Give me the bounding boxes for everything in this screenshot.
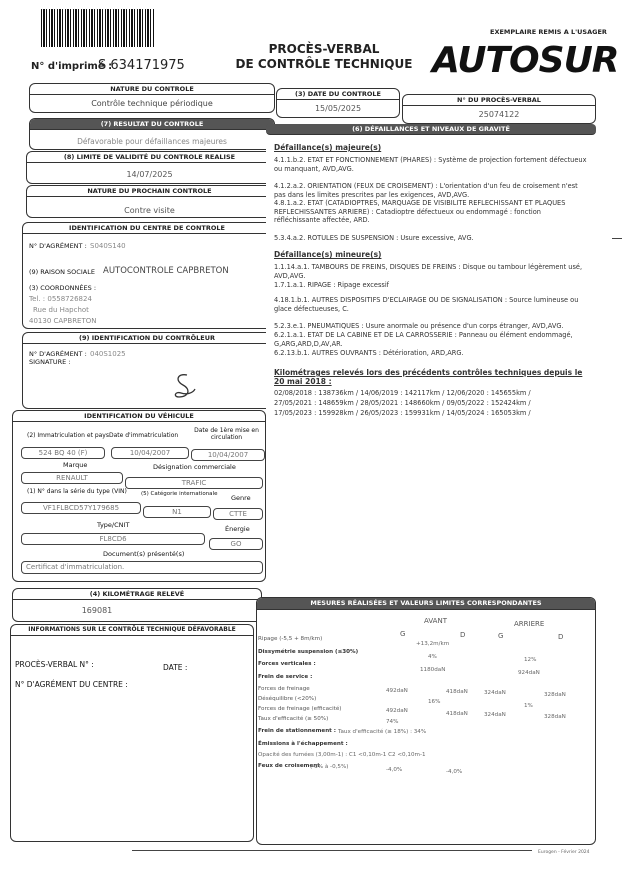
dissym-ar: 12% bbox=[524, 657, 537, 663]
km-title: Kilométrages relevés lors des précédents contrôles techniques depuis le 20 mai 2018 : bbox=[274, 368, 583, 386]
croisement-g: -4,0% bbox=[386, 767, 403, 773]
categorie-label: (5) Catégorie internationale bbox=[141, 491, 218, 497]
controleur-header: (9) IDENTIFICATION DU CONTRÔLEUR bbox=[23, 333, 271, 344]
mesures-header: MESURES RÉALISÉES ET VALEURS LIMITES CORRESPONDANTES bbox=[257, 598, 595, 610]
nature-header: NATURE DU CONTROLE bbox=[30, 84, 274, 95]
mineures-title: Défaillance(s) mineure(s) bbox=[274, 250, 382, 259]
print-number-label: N° d'imprimé : bbox=[31, 61, 113, 72]
genre-label: Genre bbox=[231, 494, 251, 502]
arriere-label: ARRIERE bbox=[514, 620, 545, 628]
prochain-header: NATURE DU PROCHAIN CONTROLE bbox=[27, 186, 272, 197]
marque-field: RENAULT bbox=[21, 472, 123, 484]
kilometrage-value: 169081 bbox=[81, 606, 113, 615]
mineure-item: 1.7.1.a.1. RIPAGE : Ripage excessif bbox=[274, 281, 389, 289]
controleur-box bbox=[22, 332, 272, 409]
taux-label: Taux d'efficacité (≥ 50%) bbox=[258, 716, 329, 722]
vin-label: (1) N° dans la série du type (VIN) bbox=[27, 488, 127, 495]
centre-agrement-value: S040S140 bbox=[90, 242, 126, 250]
majeures-title: Défaillance(s) majeure(s) bbox=[274, 143, 382, 152]
nature-box bbox=[29, 83, 275, 113]
defavorable-box bbox=[10, 624, 254, 842]
dissym-value: 4% bbox=[428, 654, 437, 660]
limite-value: 14/07/2025 bbox=[126, 170, 173, 179]
centre-box bbox=[22, 222, 272, 329]
fe-arg: 324daN bbox=[484, 712, 506, 718]
date-circ-label: Date de 1ère mise en circulation bbox=[194, 427, 259, 441]
centre-agrement-label: N° D'AGRÉMENT : bbox=[29, 242, 87, 250]
genre-field: CTTE bbox=[213, 508, 263, 520]
date-circ-field: 10/04/2007 bbox=[191, 449, 265, 461]
croisement-d: -4,0% bbox=[446, 769, 463, 775]
defavorable-date-label: DATE : bbox=[163, 663, 188, 672]
mineure-item: 6.2.1.a.1. ETAT DE LA CABINE ET DE LA CARROSSERIE : Panneau ou élément endommagé, G,ARG,ARD,D,AV,AR. bbox=[274, 331, 573, 348]
marque-label: Marque bbox=[63, 461, 88, 469]
stationnement-label: Frein de stationnement : bbox=[258, 728, 337, 734]
date-controle-value: 15/05/2025 bbox=[314, 104, 362, 113]
deseq-ar: 1% bbox=[524, 703, 533, 709]
copy-label: EXEMPLAIRE REMIS A L'USAGER bbox=[490, 28, 607, 36]
energie-field: GO bbox=[209, 538, 263, 550]
designation-label: Désignation commerciale bbox=[153, 463, 236, 471]
print-number: S 634171975 bbox=[98, 58, 185, 73]
limite-header: (8) LIMITE DE VALIDITÉ DU CONTROLE REALISE bbox=[27, 152, 272, 163]
prochain-value: Contre visite bbox=[124, 206, 175, 215]
centre-ville: 40130 CAPBRETON bbox=[29, 317, 97, 325]
resultat-header: (7) RESULTAT DU CONTROLE bbox=[30, 119, 274, 130]
controleur-agrement-label: N° D'AGRÉMENT : bbox=[29, 350, 87, 358]
pv-number-header: N° DU PROCÈS-VERBAL bbox=[403, 95, 595, 106]
vin-field: VF1FLBCD57Y179685 bbox=[21, 502, 141, 514]
km-line: 02/08/2018 : 138736km / 14/06/2019 : 142117km / 12/06/2020 : 145655km / bbox=[274, 389, 531, 397]
forces-avant: 1180daN bbox=[420, 667, 446, 673]
forces-ar: 924daN bbox=[518, 670, 540, 676]
prochain-box bbox=[26, 185, 273, 218]
forces-eff-label: Forces de freinage (efficacité) bbox=[258, 706, 342, 712]
pv-number-value: 25074122 bbox=[478, 110, 520, 119]
doc-title-2: DE CONTRÔLE TECHNIQUE bbox=[235, 57, 413, 71]
ff-avd: 418daN bbox=[446, 689, 468, 695]
immat-label: (2) Immatriculation et pays bbox=[27, 432, 109, 439]
kilometrage-header: (4) KILOMÉTRAGE RELEVÉ bbox=[13, 589, 261, 600]
controleur-agrement-value: 040S1025 bbox=[90, 350, 126, 358]
mineure-item: 6.2.13.b.1. AUTRES OUVRANTS : Détérioration, ARD,ARG. bbox=[274, 349, 464, 357]
arriere-g: G bbox=[498, 632, 504, 640]
croisement-label: Feux de croisement bbox=[258, 763, 320, 769]
resultat-value: Défavorable pour défaillances majeures bbox=[77, 137, 227, 146]
ripage-label: Ripage (-5,5 + 8m/km) bbox=[258, 636, 323, 642]
majeure-item: 5.3.4.a.2. ROTULES DE SUSPENSION : Usure excessive, AVG. bbox=[274, 234, 474, 242]
taux-value: 74% bbox=[386, 719, 399, 725]
margin-crosshair bbox=[612, 238, 622, 239]
signature-mark bbox=[163, 371, 203, 403]
opacite-value: Opacité des fumées (3,00m-1) : C1 <0,10m-1 C2 <0,10m-1 bbox=[258, 752, 426, 758]
km-line: 27/05/2021 : 148659km / 28/05/2021 : 148660km / 09/05/2022 : 152424km / bbox=[274, 399, 531, 407]
type-label: Type/CNIT bbox=[97, 521, 130, 529]
categorie-field: N1 bbox=[143, 506, 211, 518]
designation-field: TRAFIC bbox=[125, 477, 263, 489]
centre-raison-label: (9) RAISON SOCIALE bbox=[29, 268, 95, 276]
resultat-box bbox=[29, 118, 275, 150]
mineure-item: 1.1.14.a.1. TAMBOURS DE FREINS, DISQUES DE FREINS : Disque ou tambour légèrement usé, AVD,AVG. bbox=[274, 263, 583, 280]
centre-coord-label: (3) COORDONNÉES : bbox=[29, 284, 97, 292]
ff-ard: 328daN bbox=[544, 692, 566, 698]
defaillances-header: (6) DÉFAILLANCES ET NIVEAUX DE GRAVITÉ bbox=[266, 124, 596, 135]
fe-avg: 492daN bbox=[386, 708, 408, 714]
limite-box bbox=[26, 151, 273, 184]
kilometrage-box bbox=[12, 588, 262, 622]
centre-raison-value: AUTOCONTROLE CAPBRETON bbox=[103, 266, 229, 276]
majeure-item: 4.8.1.a.2. ETAT (CATADIOPTRES, MARQUAGE DE VISIBILITE REFLECHISSANT ET PLAQUES REFLECHISSANTES ARRIERE) : Catadioptre défectueux ou endommagé : fonction réfléchissante affectée, ARD. bbox=[274, 199, 566, 225]
footer-note: Eurogen - Février 2024 bbox=[538, 850, 590, 855]
date-immat-label: Date d'immatriculation bbox=[109, 432, 179, 439]
forces-label: Forces verticales : bbox=[258, 661, 316, 667]
mineure-item: 5.2.3.e.1. PNEUMATIQUES : Usure anormale ou présence d'un corps étranger, AVD,AVG. bbox=[274, 322, 564, 330]
croisement-range: (-3% à -0,5%) bbox=[310, 764, 349, 770]
date-controle-box bbox=[276, 88, 400, 118]
vehicule-box bbox=[12, 410, 266, 582]
ripage-value: +13,2m/km bbox=[416, 641, 450, 647]
stationnement-value: Taux d'efficacité (≥ 18%) : 34% bbox=[338, 729, 427, 735]
date-immat-field: 10/04/2007 bbox=[111, 447, 189, 459]
barcode bbox=[41, 9, 154, 47]
emissions-label: Émissions à l'échappement : bbox=[258, 741, 348, 747]
defavorable-pv-label: PROCÈS-VERBAL N° : bbox=[15, 660, 94, 669]
centre-header: IDENTIFICATION DU CENTRE DE CONTROLE bbox=[23, 223, 271, 234]
ff-arg: 324daN bbox=[484, 690, 506, 696]
centre-rue: Rue du Hapchot bbox=[33, 306, 89, 314]
immat-field: 524 BQ 40 (F) bbox=[21, 447, 105, 459]
doc-title-1: PROCÈS-VERBAL bbox=[268, 42, 380, 56]
forces-freinage-label: Forces de freinage bbox=[258, 686, 310, 692]
centre-tel: Tel. : 0558726824 bbox=[29, 295, 92, 303]
arriere-d: D bbox=[558, 633, 564, 641]
autosur-logo: AUTOSUR bbox=[432, 40, 619, 81]
defavorable-header: INFORMATIONS SUR LE CONTRÔLE TECHNIQUE DÉFAVORABLE bbox=[11, 625, 253, 636]
type-field: FL8CD6 bbox=[21, 533, 205, 545]
avant-g: G bbox=[400, 630, 406, 638]
mineure-item: 4.18.1.b.1. AUTRES DISPOSITIFS D'ECLAIRAGE OU DE SIGNALISATION : Source lumineuse ou glace défectueuses, C. bbox=[274, 296, 579, 313]
desequilibre-label: Déséquilibre (<20%) bbox=[258, 696, 317, 702]
vehicule-header: IDENTIFICATION DU VÉHICULE bbox=[13, 411, 265, 422]
majeure-item: 4.1.1.b.2. ETAT ET FONCTIONNEMENT (PHARES) : Système de projection fortement défectueux ou manquant, AVD,AVG. bbox=[274, 156, 587, 173]
energie-label: Énergie bbox=[225, 525, 250, 533]
km-line: 17/05/2023 : 159928km / 26/05/2023 : 159931km / 14/05/2024 : 165053km / bbox=[274, 409, 531, 417]
ff-avg: 492daN bbox=[386, 688, 408, 694]
date-controle-header: (3) DATE DU CONTROLE bbox=[277, 89, 399, 100]
nature-value: Contrôle technique périodique bbox=[91, 99, 213, 108]
frein-label: Frein de service : bbox=[258, 674, 313, 680]
fe-ard: 328daN bbox=[544, 714, 566, 720]
bottom-line bbox=[132, 850, 532, 851]
avant-label: AVANT bbox=[424, 617, 447, 625]
defavorable-agrement-label: N° D'AGRÉMENT DU CENTRE : bbox=[15, 680, 128, 689]
documents-label: Document(s) présenté(s) bbox=[103, 550, 185, 558]
deseq-av: 16% bbox=[428, 699, 441, 705]
documents-field: Certificat d'immatriculation. bbox=[21, 561, 263, 574]
signature-label: SIGNATURE : bbox=[29, 358, 71, 366]
avant-d: D bbox=[460, 631, 466, 639]
pv-number-box bbox=[402, 94, 596, 124]
dissym-label: Dissymétrie suspension (≤30%) bbox=[258, 649, 359, 655]
majeure-item: 4.1.2.a.2. ORIENTATION (FEUX DE CROISEMENT) : L'orientation d'un feu de croisement n'est pas dans les limites prescrites par les exigences, AVD,AVG. bbox=[274, 182, 578, 199]
fe-avd: 418daN bbox=[446, 711, 468, 717]
